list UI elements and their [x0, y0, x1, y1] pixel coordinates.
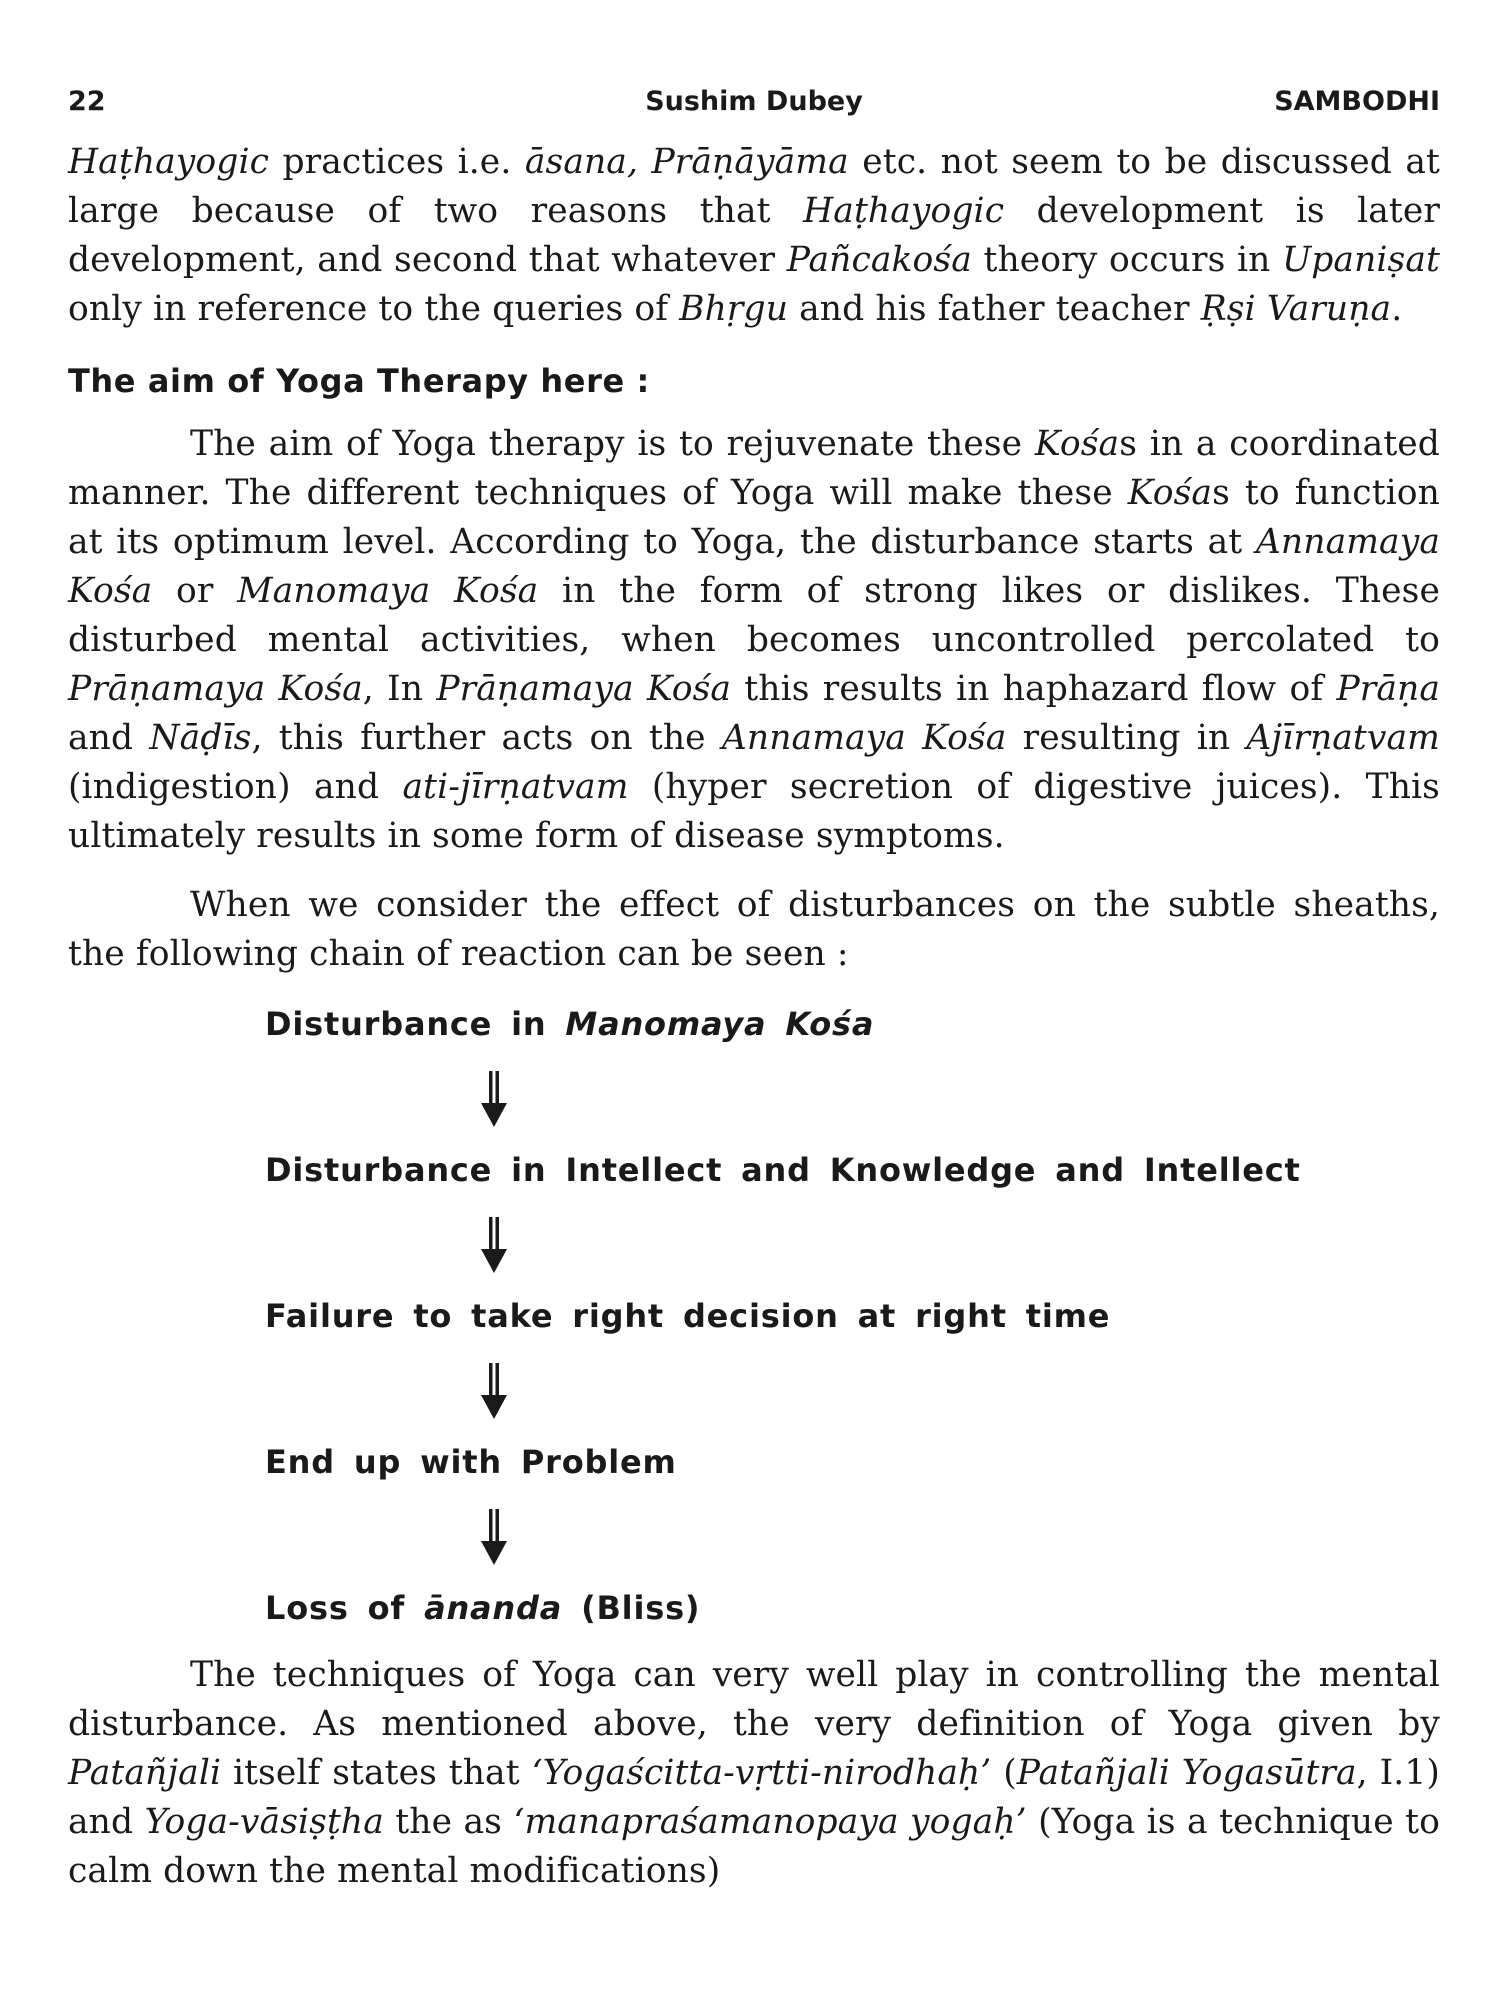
- italic-term: Ṛṣi Varuṇa: [1200, 289, 1392, 329]
- flow-arrow-2: [265, 1193, 1440, 1293]
- italic-term: Yoga-vāsiṣṭha: [144, 1802, 384, 1842]
- text-run: itself states that: [221, 1753, 532, 1793]
- book-page: [68, 78, 1440, 1958]
- text-run: Disturbance in: [265, 1005, 566, 1043]
- italic-term: Patañjali: [68, 1753, 222, 1793]
- flow-arrow-4: [265, 1485, 1440, 1585]
- italic-term: ānanda: [424, 1589, 563, 1627]
- flow-step-5: [265, 1585, 1440, 1631]
- italic-term: Nāḍīs: [149, 718, 252, 758]
- down-arrow-icon: [479, 1071, 509, 1127]
- italic-term: Prāṇamaya Kośa: [68, 669, 363, 709]
- italic-term: Manomaya Kośa: [565, 1005, 875, 1043]
- text-run: Disturbance in Intellect and Knowledge and Intellect: [265, 1151, 1301, 1189]
- text-run: resulting in: [1006, 718, 1247, 758]
- text-run: (: [991, 1753, 1017, 1793]
- text-run: Failure to take right decision at right time: [265, 1297, 1111, 1335]
- text-run: practices i.e.: [269, 142, 525, 182]
- text-run: The techniques of Yoga can very well play in controlling the mental disturbance. As mentioned above, the very definition of Yoga given by: [68, 1655, 1440, 1744]
- italic-term: ‘manapraśamanopaya yogaḥ’: [513, 1802, 1027, 1842]
- italic-term: Prāṇamaya Kośa: [436, 669, 732, 709]
- text-run: s to function at its optimum level. According to Yoga, the disturbance starts at: [68, 473, 1440, 562]
- text-run: End up with Problem: [265, 1443, 677, 1481]
- running-head-journal: SAMBODHI: [1274, 86, 1440, 117]
- reaction-chain-flow: [265, 1001, 1440, 1631]
- paragraph-yoga-techniques: [68, 1651, 1440, 1896]
- text-run: s in a coordinated manner. The different techniques of Yoga will make these: [68, 424, 1440, 513]
- text-run: theory occurs in: [971, 240, 1283, 280]
- text-run: Loss of: [265, 1589, 425, 1627]
- section-heading: The aim of Yoga Therapy here :: [68, 362, 650, 400]
- text-run: The aim of Yoga therapy is to rejuvenate these: [190, 424, 1035, 464]
- italic-term: Kośa: [1127, 473, 1213, 513]
- italic-term: Kośa: [1034, 424, 1120, 464]
- flow-step-3: [265, 1293, 1440, 1339]
- text-run: etc. not seem to be discussed at large because of two reasons that: [68, 142, 1440, 231]
- italic-term: ati-jīrṇatvam: [402, 767, 629, 807]
- text-run: , I.1) and: [68, 1753, 1440, 1842]
- text-run: the as: [383, 1802, 514, 1842]
- text-run: development is later development, and second that whatever: [68, 191, 1440, 280]
- text-run: (indigestion) and: [68, 767, 403, 807]
- text-run: When we consider the effect of disturbances on the subtle sheaths, the following chain of reaction can be seen :: [68, 885, 1440, 974]
- text-run: (Bliss): [562, 1589, 701, 1627]
- text-run: this results in haphazard flow of: [731, 669, 1337, 709]
- italic-term: Pañcakośa: [786, 240, 972, 280]
- text-run: (Yoga is a technique to calm down the mental modifications): [68, 1802, 1440, 1891]
- text-run: only in reference to the queries of: [68, 289, 680, 329]
- paragraph-hathayoga: [68, 138, 1440, 334]
- text-run: , this further acts on the: [251, 718, 722, 758]
- text-run: and: [68, 718, 150, 758]
- page-number: 22: [68, 86, 106, 117]
- down-arrow-icon: [479, 1509, 509, 1565]
- italic-term: Bhṛgu: [679, 289, 789, 329]
- text-run: , In: [362, 669, 437, 709]
- flow-step-4: [265, 1439, 1440, 1485]
- down-arrow-icon: [479, 1217, 509, 1273]
- running-head-author: Sushim Dubey: [645, 86, 863, 117]
- text-run: and his father teacher: [788, 289, 1201, 329]
- text-run: in the form of strong likes or dislikes. These disturbed mental activities, when becomes uncontrolled percolated to: [68, 571, 1440, 660]
- italic-term: Patañjali Yogasūtra: [1016, 1753, 1357, 1793]
- italic-term: Annamaya Kośa: [68, 522, 1440, 611]
- down-arrow-icon: [479, 1363, 509, 1419]
- italic-term: Prāṇa: [1336, 669, 1440, 709]
- italic-term: Ajīrṇatvam: [1246, 718, 1440, 758]
- running-head: [68, 78, 1440, 138]
- italic-term: Haṭhayogic: [803, 191, 1005, 231]
- italic-term: Upaniṣat: [1282, 240, 1440, 280]
- paragraph-chain-intro: [68, 881, 1440, 979]
- flow-arrow-3: [265, 1339, 1440, 1439]
- text-run: or: [152, 571, 238, 611]
- italic-term: ‘Yogaścitta-vṛtti-nirodhaḥ’: [531, 1753, 992, 1793]
- italic-term: Haṭhayogic: [68, 142, 270, 182]
- flow-step-2: [265, 1147, 1440, 1193]
- paragraph-aim-of-therapy: [68, 420, 1440, 861]
- italic-term: Annamaya Kośa: [721, 718, 1007, 758]
- italic-term: āsana, Prāṇāyāma: [524, 142, 849, 182]
- flow-arrow-1: [265, 1047, 1440, 1147]
- flow-step-1: [265, 1001, 1440, 1047]
- text-run: (hyper secretion of digestive juices). This ultimately results in some form of disease symptoms.: [68, 767, 1440, 856]
- text-run: .: [1391, 289, 1403, 329]
- italic-term: Manomaya Kośa: [237, 571, 539, 611]
